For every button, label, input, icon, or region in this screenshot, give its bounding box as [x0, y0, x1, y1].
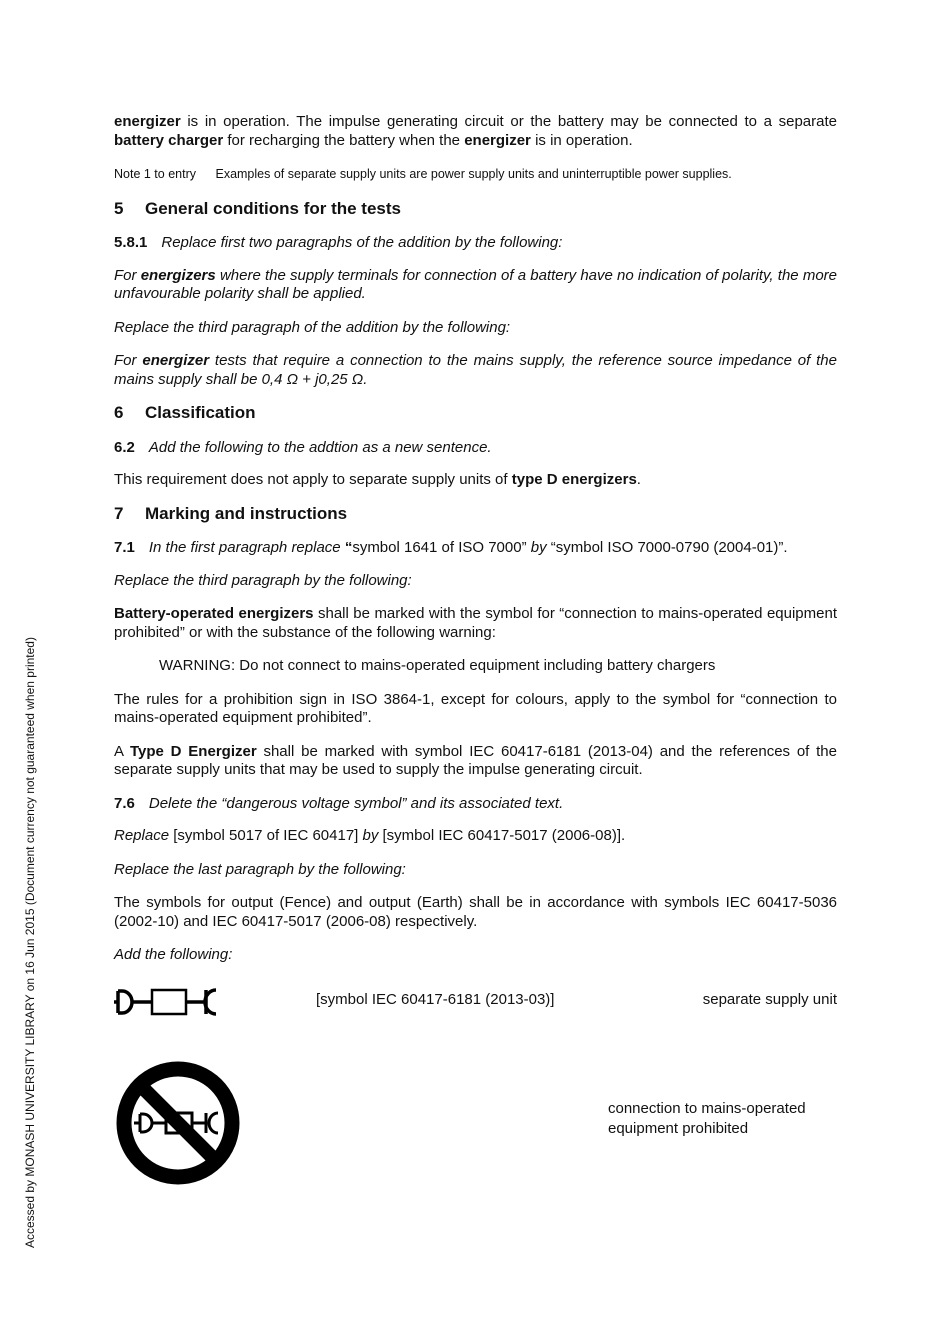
paragraph-impedance: For energizer tests that require a connection to the mains supply, the reference source impedance of the mains supply shall be 0,4 Ω + j0,25 Ω. — [114, 352, 837, 388]
paragraph-add — [114, 946, 837, 965]
clause-instruction: Replace first two paragraphs of the addition by the following: — [161, 234, 563, 251]
symbol-description — [608, 1099, 838, 1139]
description-line: equipment prohibited — [608, 1119, 749, 1137]
symbol-reference: [symbol IEC 60417-6181 (2013-03)] — [316, 990, 555, 1008]
paragraph-type-d: A Type D Energizer shall be marked with symbol IEC 60417-6181 (2013-04) and the references of the separate supply units that may be used to supply the impulse generating circuit. — [114, 742, 837, 778]
symbol-row-separate-supply — [114, 985, 837, 1045]
separate-supply-unit-icon — [114, 985, 218, 1019]
clause-6-2 — [114, 439, 837, 458]
description-line: connection to mains-operated — [608, 1099, 806, 1117]
paragraph-instruction — [114, 319, 837, 338]
intro-paragraph: energizer is in operation. The impulse generating circuit or the battery may be connected to a separate battery charger for recharging the battery when the energizer is in operation. — [114, 113, 837, 149]
paragraph-instruction — [114, 861, 837, 880]
clause-number: 6.2 — [114, 438, 135, 456]
section-6-heading — [114, 404, 837, 423]
clause-number: 7.6 — [114, 794, 135, 812]
section-number: 6 — [114, 403, 124, 422]
section-title: Marking and instructions — [145, 503, 348, 523]
clause-number: 5.8.1 — [114, 234, 148, 251]
warning-text: WARNING: Do not connect to mains-operated equipment including battery chargers — [159, 657, 716, 674]
section-number: 7 — [114, 503, 124, 523]
instruction-text: Replace the third paragraph of the addition by the following: — [114, 318, 511, 336]
document-page — [114, 113, 837, 1197]
section-number: 5 — [114, 198, 124, 218]
instruction-text: Replace the third paragraph by the following: — [114, 571, 412, 589]
clause-instruction: Delete the “dangerous voltage symbol” and its associated text. — [148, 794, 564, 812]
access-watermark: Accessed by MONASH UNIVERSITY LIBRARY on 16 Jun 2015 (Document currency not guaranteed when printed) — [23, 637, 37, 1248]
mains-connection-prohibited-icon — [114, 1057, 244, 1187]
paragraph-requirement: This requirement does not apply to separate supply units of type D energizers. — [114, 471, 641, 488]
section-5-heading — [114, 200, 837, 219]
paragraph-polarity: For energizers where the supply terminals for connection of a battery have no indication of polarity, the more unfavourable polarity shall be applied. — [114, 266, 837, 302]
section-title: Classification — [145, 403, 256, 422]
section-title: General conditions for the tests — [145, 198, 401, 218]
clause-5-8-1 — [114, 234, 837, 253]
clause-instruction: Add the following to the addtion as a new sentence. — [148, 438, 492, 456]
section-7-heading — [114, 505, 837, 524]
clause-7-6 — [114, 795, 837, 814]
paragraph-instruction — [114, 572, 837, 591]
instruction-text: Add the following: — [114, 946, 233, 963]
paragraph-replace-symbol: Replace [symbol 5017 of IEC 60417] by [symbol IEC 60417-5017 (2006-08)]. — [114, 827, 626, 844]
paragraph-battery-operated: Battery-operated energizers shall be marked with the symbol for “connection to mains-operated equipment prohibited” or with the substance of the following warning: — [114, 605, 837, 641]
note-entry — [114, 165, 837, 184]
symbol-description: separate supply unit — [702, 990, 837, 1008]
symbol-row-prohibited — [114, 1057, 837, 1197]
note-label: Note 1 to entry — [114, 167, 196, 181]
paragraph-rules: The rules for a prohibition sign in ISO 3864-1, except for colours, apply to the symbol for “connection to mains-operated equipment prohibited”. — [114, 690, 837, 726]
paragraph-symbols: The symbols for output (Fence) and output (Earth) shall be in accordance with symbols IEC 60417-5036 (2002-10) and IEC 60417-5017 (2006-08) respectively. — [114, 894, 837, 930]
instruction-text: Replace the last paragraph by the following: — [114, 860, 406, 878]
clause-text: In the first paragraph replace “symbol 1641 of ISO 7000” by “symbol ISO 7000-0790 (2004-01)”. — [148, 539, 788, 556]
clause-number: 7.1 — [114, 539, 135, 556]
note-text: Examples of separate supply units are power supply units and uninterruptible power supplies. — [215, 167, 732, 181]
clause-7-1 — [114, 539, 837, 558]
